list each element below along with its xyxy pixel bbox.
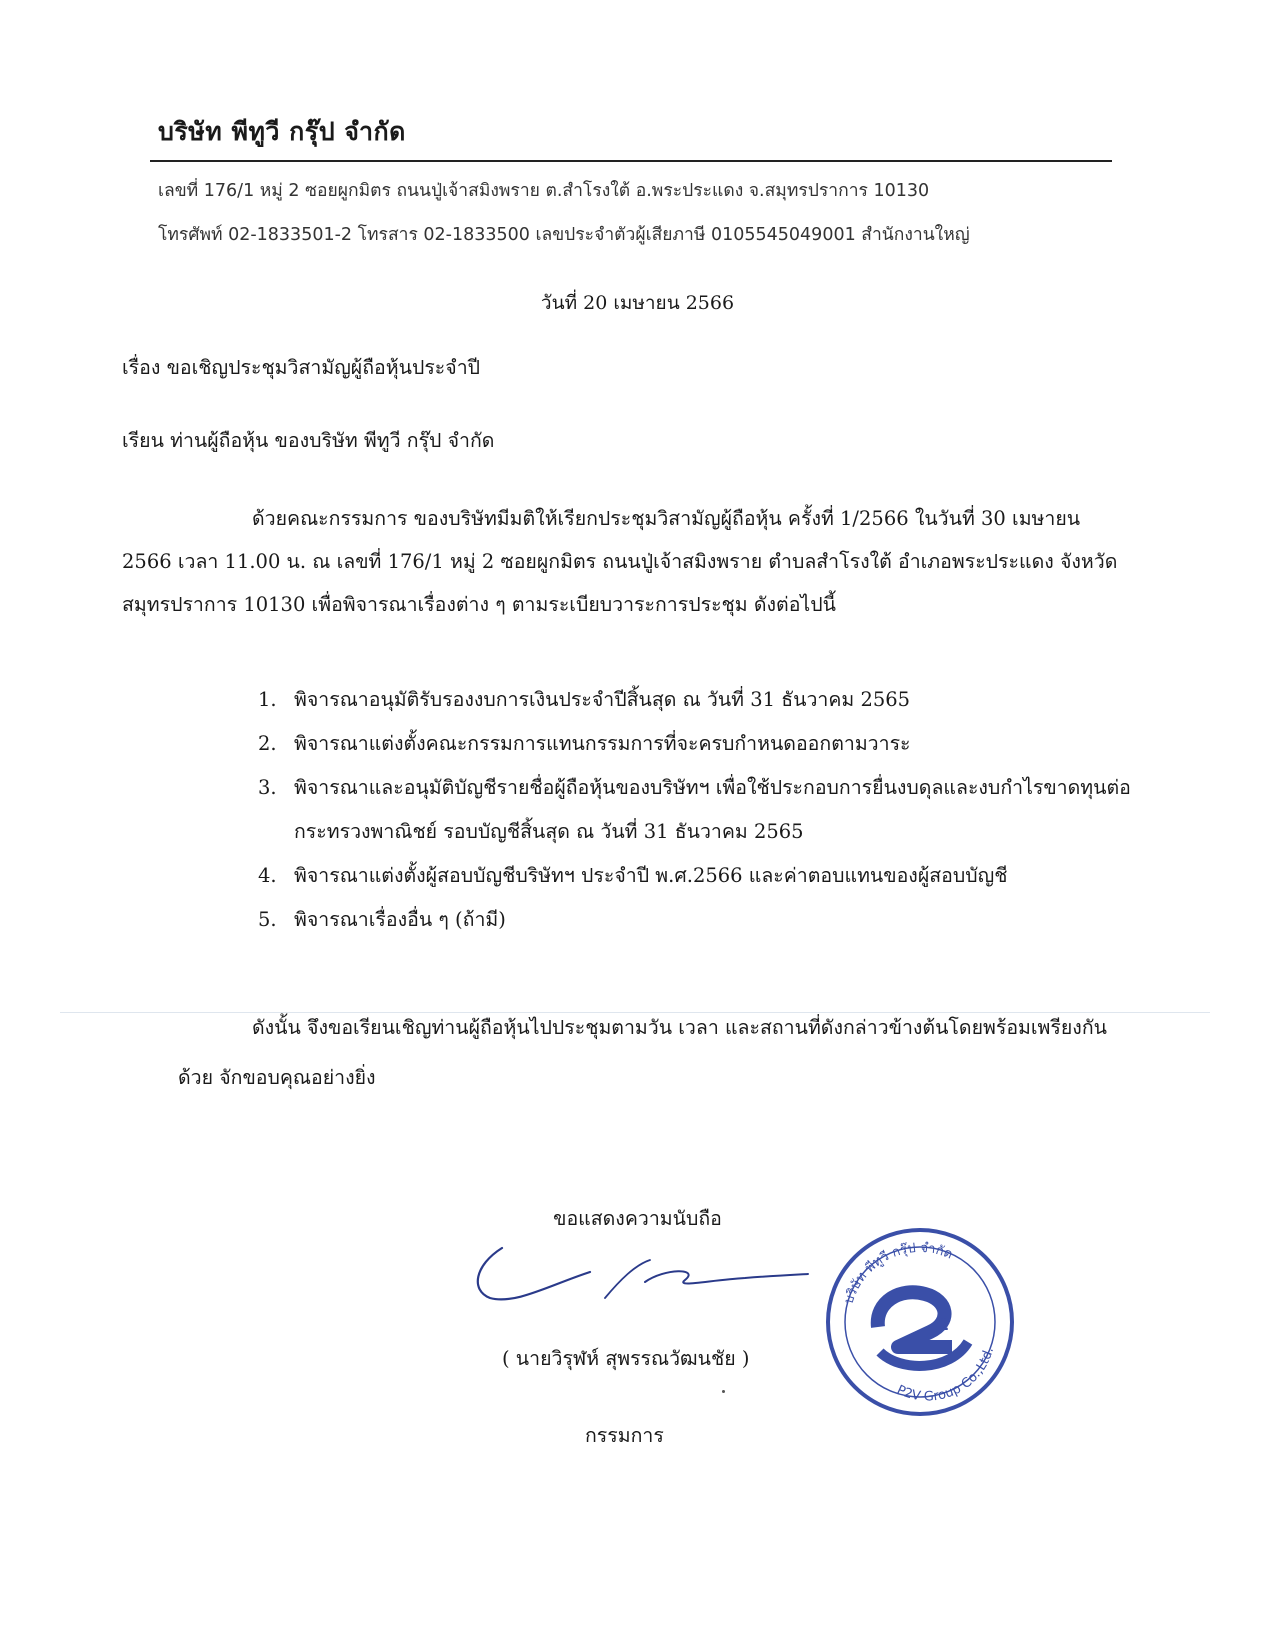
company-name: บริษัท พีทูวี กรุ๊ป จำกัด <box>158 117 406 146</box>
signer-position: กรรมการ <box>585 1424 664 1447</box>
seal-emblem <box>878 1292 968 1366</box>
agenda-item <box>258 854 1138 898</box>
letterhead-divider <box>150 160 1112 162</box>
signer-name: ( นายวิรุฬห์ สุพรรณวัฒนชัย ) <box>502 1347 750 1370</box>
agenda-number: 2. <box>258 732 277 755</box>
company-seal <box>820 1222 1020 1422</box>
regards-text: ขอแสดงความนับถือ <box>553 1207 722 1230</box>
agenda-number: 3. <box>258 776 277 799</box>
agenda-text: พิจารณาอนุมัติรับรองงบการเงินประจำปีสิ้นสุด ณ วันที่ 31 ธันวาคม 2565 <box>294 688 911 711</box>
body-paragraph <box>122 497 1132 626</box>
agenda-item <box>258 678 1138 722</box>
agenda-text: พิจารณาแต่งตั้งผู้สอบบัญชีบริษัทฯ ประจำปี พ.ศ.2566 และค่าตอบแทนของผู้สอบบัญชี <box>294 864 1008 887</box>
letter-salutation: เรียน ท่านผู้ถือหุ้น ของบริษัท พีทูวี กรุ๊ป จำกัด <box>122 429 495 452</box>
seal-center-mark: 2 <box>938 1315 950 1334</box>
agenda-item <box>258 766 1138 854</box>
company-contact: โทรศัพท์ 02-1833501-2 โทรสาร 02-1833500 เลขประจำตัวผู้เสียภาษี 0105545049001 สำนักงานใหญ่ <box>158 225 970 245</box>
agenda-item <box>258 722 1138 766</box>
agenda-list <box>258 678 1138 942</box>
letter-subject: เรื่อง ขอเชิญประชุมวิสามัญผู้ถือหุ้นประจำปี <box>122 356 481 379</box>
agenda-item <box>258 898 1138 942</box>
body-paragraph-text: ด้วยคณะกรรมการ ของบริษัทมีมติให้เรียกประชุมวิสามัญผู้ถือหุ้น ครั้งที่ 1/2566 ในวันที่ 30 เมษายน 2566 เวลา 11.00 น. ณ เลขที่ 176/1 หมู่ 2 ซอยผูกมิตร ถนนปู่เจ้าสมิงพราย ตำบลสำโรงใต้ อำเภอพระประแดง จังหวัดสมุทรปราการ 10130 เพื่อพิจารณาเรื่องต่าง ๆ ตามระเบียบวาระการประชุม ดังต่อไปนี้ <box>122 507 1118 616</box>
agenda-number: 5. <box>258 908 277 931</box>
agenda-number: 4. <box>258 864 277 887</box>
agenda-text: พิจารณาและอนุมัติบัญชีรายชื่อผู้ถือหุ้นของบริษัทฯ เพื่อใช้ประกอบการยื่นงบดุลและงบกำไรขาดทุนต่อกระทรวงพาณิชย์ รอบบัญชีสิ้นสุด ณ วันที่ 31 ธันวาคม 2565 <box>294 776 1131 843</box>
scan-dot <box>722 1390 725 1393</box>
agenda-text: พิจารณาแต่งตั้งคณะกรรมการแทนกรรมการที่จะครบกำหนดออกตามวาระ <box>294 732 911 755</box>
agenda-text: พิจารณาเรื่องอื่น ๆ (ถ้ามี) <box>294 908 506 931</box>
letter-date: วันที่ 20 เมษายน 2566 <box>540 292 735 314</box>
handwritten-signature <box>470 1240 810 1310</box>
seal-bottom-text: P2V Group Co.,Ltd. <box>894 1345 998 1405</box>
agenda-number: 1. <box>258 688 277 711</box>
closing-paragraph <box>178 1003 1128 1103</box>
company-address: เลขที่ 176/1 หมู่ 2 ซอยผูกมิตร ถนนปู่เจ้าสมิงพราย ต.สำโรงใต้ อ.พระประแดง จ.สมุทรปราการ 10130 <box>158 181 930 201</box>
closing-paragraph-text: ดังนั้น จึงขอเรียนเชิญท่านผู้ถือหุ้นไปประชุมตามวัน เวลา และสถานที่ดังกล่าวข้างต้นโดยพร้อมเพรียงกันด้วย จักขอบคุณอย่างยิ่ง <box>178 1016 1107 1089</box>
seal-top-text: บริษัท พีทูวี กรุ๊ป จำกัด <box>841 1240 955 1306</box>
